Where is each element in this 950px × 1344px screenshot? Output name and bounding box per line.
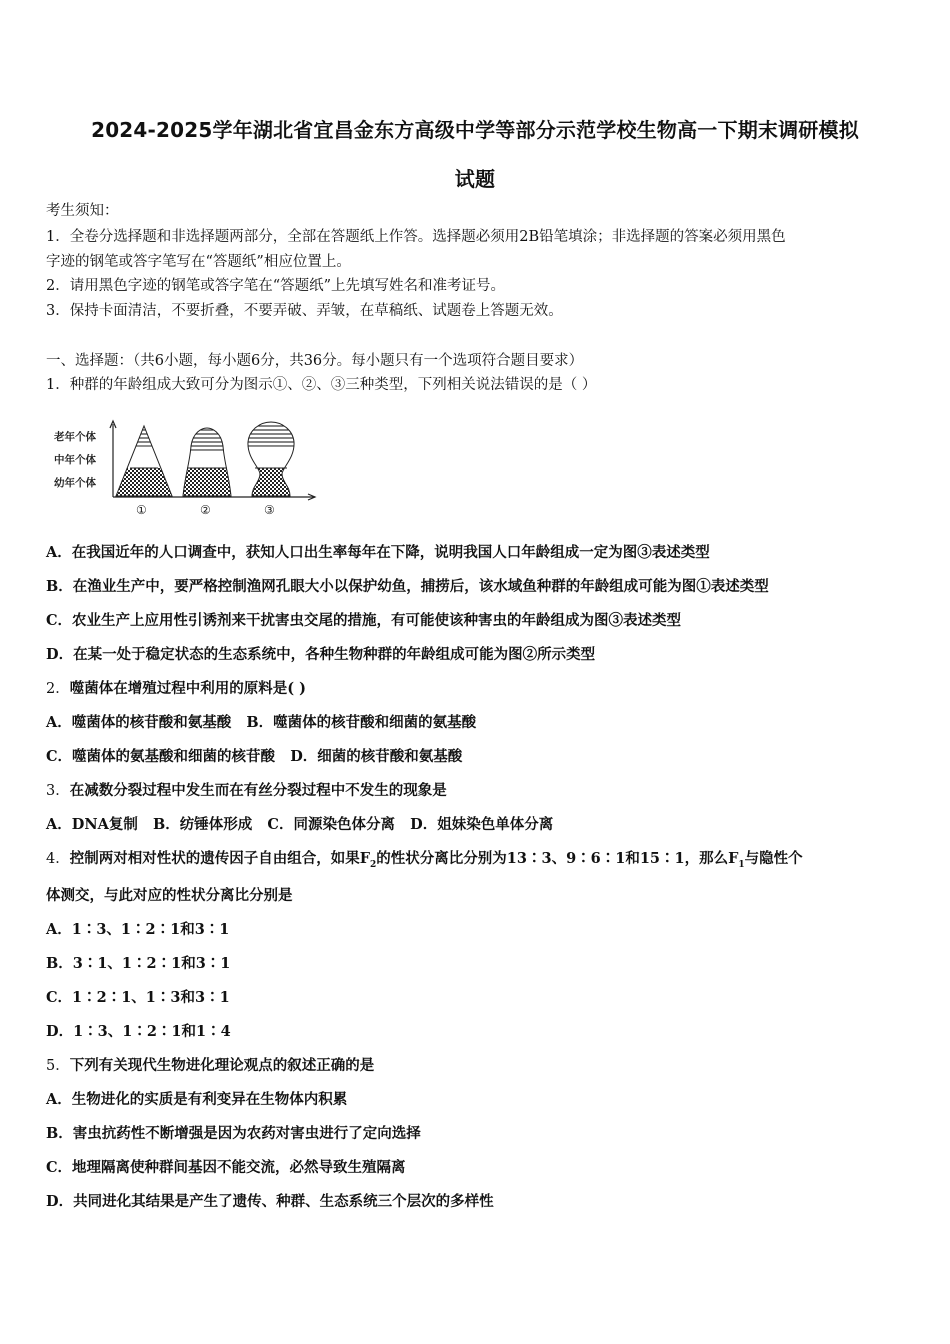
question-3-stem bbox=[46, 781, 447, 801]
question-1-number: 1． bbox=[46, 377, 70, 393]
question-4-text-a: 控制两对相对性状的遗传因子自由组合，如果F bbox=[69, 850, 371, 867]
notice-heading: 考生须知： bbox=[46, 203, 119, 219]
question-4-text-c: 与隐性个 bbox=[744, 850, 803, 867]
age-structure-figure bbox=[50, 416, 330, 520]
f1-subscript: 1 bbox=[738, 859, 745, 870]
question-3-options bbox=[46, 815, 553, 835]
question-5-text: 下列有关现代生物进化理论观点的叙述正确的是 bbox=[69, 1057, 375, 1074]
question-4-stem-line2: 体测交，与此对应的性状分离比分别是 bbox=[46, 887, 293, 904]
question-1-option-c: C．农业生产上应用性引诱剂来干扰害虫交尾的措施，有可能使该种害虫的年龄组成为图③表述类型 bbox=[46, 612, 682, 629]
label-old-individuals: 老年个体 bbox=[54, 431, 96, 443]
question-2-option-c: C．噬菌体的氨基酸和细菌的核苷酸 bbox=[46, 748, 276, 765]
question-2-options-cd bbox=[46, 747, 462, 767]
question-4-text-b: 的性状分离比分别为13∶3、9∶6∶1和15∶1，那么F bbox=[376, 850, 739, 867]
notice-item-3: 3．保持卡面清洁，不要折叠，不要弄破、弄皱，在草稿纸、试题卷上答题无效。 bbox=[46, 303, 563, 319]
question-4-option-d: D．1∶3、1∶2∶1和1∶4 bbox=[46, 1023, 231, 1040]
question-3-number: 3． bbox=[46, 783, 70, 799]
question-1-stem bbox=[46, 375, 596, 395]
question-5-number: 5． bbox=[46, 1058, 70, 1074]
question-5-option-b: B．害虫抗药性不断增强是因为农药对害虫进行了定向选择 bbox=[46, 1125, 421, 1142]
question-3-text: 在减数分裂过程中发生而在有丝分裂过程中不发生的现象是 bbox=[69, 782, 447, 799]
question-5-stem bbox=[46, 1056, 374, 1076]
exam-title-line1: 2024-2025学年湖北省宜昌金东方高级中学等部分示范学校生物高一下期末调研模拟 bbox=[91, 118, 859, 142]
question-2-text: 噬菌体在增殖过程中利用的原料是( ) bbox=[69, 680, 307, 697]
label-type-3: ③ bbox=[264, 503, 275, 517]
question-3-option-d: D．姐妹染色单体分离 bbox=[410, 816, 554, 833]
question-3-option-a: A．DNA复制 bbox=[46, 816, 138, 833]
label-young-individuals: 幼年个体 bbox=[54, 477, 96, 489]
question-2-stem bbox=[46, 679, 306, 699]
question-2-option-d: D．细菌的核苷酸和氨基酸 bbox=[290, 748, 463, 765]
question-1-option-a: A．在我国近年的人口调查中，获知人口出生率每年在下降，说明我国人口年龄组成一定为图③表述类型 bbox=[46, 544, 710, 561]
question-4-option-b: B．3∶1、1∶2∶1和3∶1 bbox=[46, 955, 231, 972]
question-2-option-b: B．噬菌体的核苷酸和细菌的氨基酸 bbox=[246, 714, 477, 731]
question-4-stem-line1 bbox=[46, 849, 803, 875]
notice-item-2: 2．请用黑色字迹的钢笔或答字笔在“答题纸”上先填写姓名和准考证号。 bbox=[46, 278, 506, 294]
question-4-number: 4． bbox=[46, 851, 70, 867]
question-2-options-ab bbox=[46, 713, 476, 733]
question-1-text: 种群的年龄组成大致可分为图示①、②、③三种类型，下列相关说法错误的是（ ） bbox=[69, 377, 597, 393]
question-3-option-b: B．纺锤体形成 bbox=[153, 816, 253, 833]
label-type-1: ① bbox=[136, 503, 147, 517]
question-5-option-c: C．地理隔离使种群间基因不能交流，必然导致生殖隔离 bbox=[46, 1159, 406, 1176]
question-1-option-b: B．在渔业生产中，要严格控制渔网孔眼大小以保护幼鱼，捕捞后，该水域鱼种群的年龄组成可能为图①表述类型 bbox=[46, 578, 769, 595]
question-2-number: 2． bbox=[46, 681, 70, 697]
question-5-option-a: A．生物进化的实质是有利变异在生物体内积累 bbox=[46, 1091, 348, 1108]
question-2-option-a: A．噬菌体的核苷酸和氨基酸 bbox=[46, 714, 232, 731]
urn-3-declining bbox=[245, 416, 300, 498]
f2-subscript: 2 bbox=[370, 859, 377, 870]
exam-title-line2: 试题 bbox=[454, 167, 496, 191]
question-4-option-c: C．1∶2∶1、1∶3和3∶1 bbox=[46, 989, 230, 1006]
label-middle-individuals: 中年个体 bbox=[54, 454, 96, 466]
section-heading: 一、选择题：（共6小题，每小题6分，共36分。每小题只有一个选项符合题目要求） bbox=[46, 353, 584, 369]
question-4-option-a: A．1∶3、1∶2∶1和3∶1 bbox=[46, 921, 230, 938]
label-type-2: ② bbox=[200, 503, 211, 517]
question-3-option-c: C．同源染色体分离 bbox=[267, 816, 395, 833]
notice-item-1a: 1．全卷分选择题和非选择题两部分，全部在答题纸上作答。选择题必须用2B铅笔填涂；非选择题的答案必须用黑色 bbox=[46, 229, 786, 245]
notice-item-1b: 字迹的钢笔或答字笔写在“答题纸”相应位置上。 bbox=[46, 254, 351, 270]
question-5-option-d: D．共同进化其结果是产生了遗传、种群、生态系统三个层次的多样性 bbox=[46, 1193, 494, 1210]
question-1-option-d: D．在某一处于稳定状态的生态系统中，各种生物种群的年龄组成可能为图②所示类型 bbox=[46, 646, 596, 663]
